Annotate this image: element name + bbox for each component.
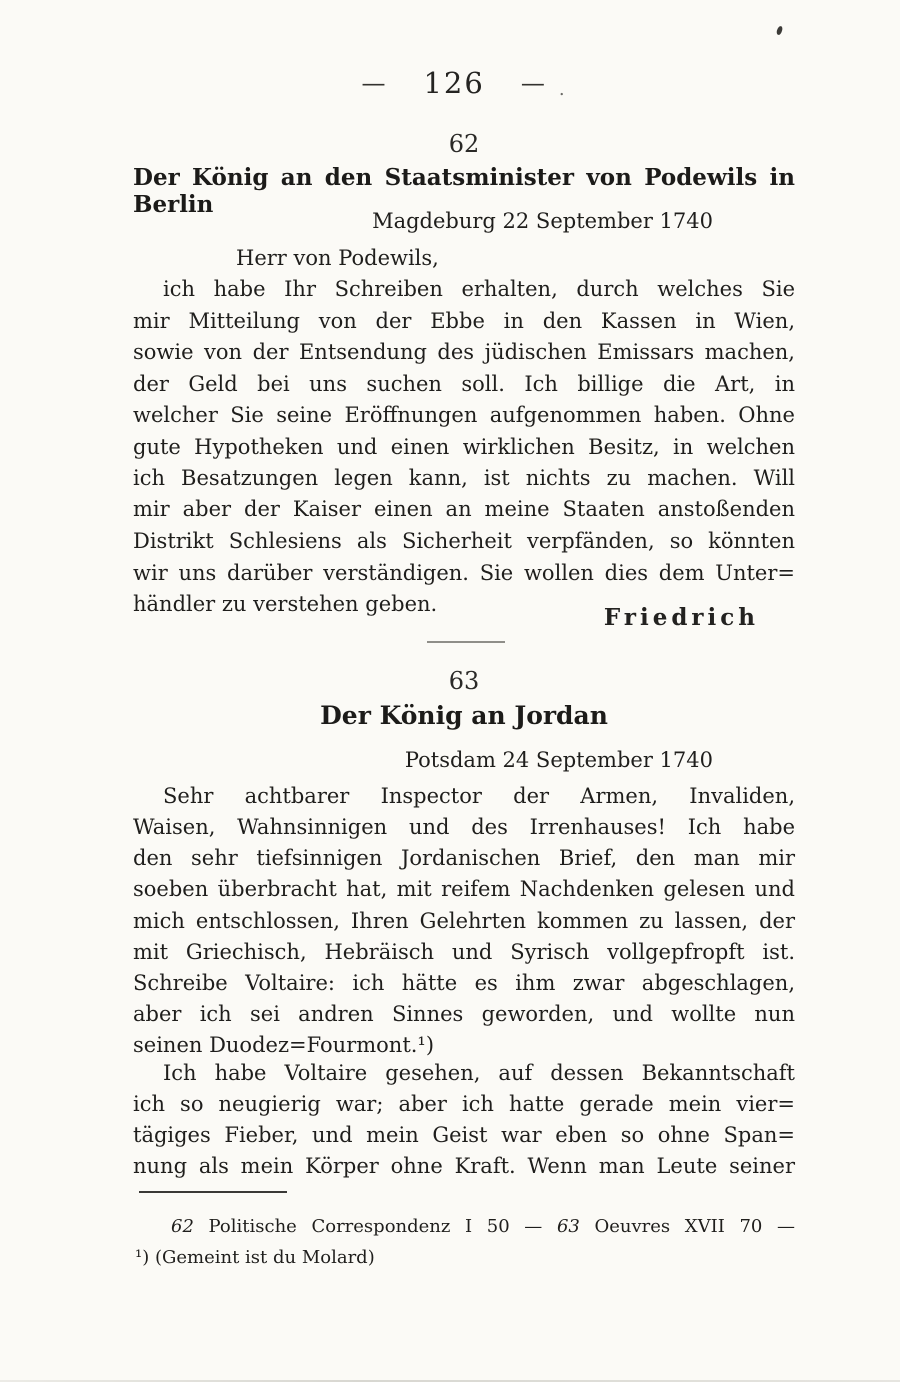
text-line: welcher Sie seine Eröffnungen aufgenommen haben. Ohne — [133, 403, 795, 427]
footnote-separator-rule — [139, 1191, 287, 1193]
text-line: mit Griechisch, Hebräisch und Syrisch vollgepfropft ist. — [133, 940, 795, 964]
letter-62-title: Der König an den Staatsminister von Podewils in Berlin — [133, 164, 795, 218]
header-trailing-dot: . — [558, 79, 567, 100]
footnote-ref-63: 63 — [556, 1216, 580, 1237]
text-line: Distrikt Schlesiens als Sicherheit verpfänden, so könnten — [133, 529, 795, 553]
header-dash-left: — — [361, 69, 388, 97]
letter-63-title: Der König an Jordan — [320, 701, 608, 730]
text-line: soeben überbracht hat, mit reifem Nachdenken gelesen und — [133, 877, 795, 901]
text-line: den sehr tiefsinnigen Jordanischen Brief, den man mir — [133, 846, 795, 870]
text-line: tägiges Fieber, und mein Geist war eben so ohne Span= — [133, 1123, 795, 1147]
page-number: 126 — [423, 66, 485, 100]
footnote-source-62: Politische Correspondenz I 50 — — [208, 1216, 543, 1237]
text-line: Waisen, Wahnsinnigen und des Irrenhauses! Ich habe — [133, 815, 795, 839]
section-number-63: 63 — [448, 667, 480, 695]
letter-62-signature: Friedrich — [603, 604, 759, 631]
footnote-annotation-line: ¹) (Gemeint ist du Molard) — [135, 1247, 375, 1268]
text-line: mich entschlossen, Ihren Gelehrten kommen zu lassen, der — [133, 909, 795, 933]
footnote-ref-62: 62 — [171, 1216, 194, 1237]
text-line: Ich habe Voltaire gesehen, auf dessen Bekanntschaft — [163, 1061, 795, 1085]
text-line: der Geld bei uns suchen soll. Ich billige die Art, in — [133, 372, 795, 396]
footnote-sources-line — [133, 1212, 795, 1241]
text-line: Sehr achtbarer Inspector der Armen, Invaliden, — [163, 784, 795, 808]
letter-62-salutation: Herr von Podewils, — [236, 246, 439, 270]
text-line: ich habe Ihr Schreiben erhalten, durch welches Sie — [163, 277, 795, 301]
text-line: wir uns darüber verständigen. Sie wollen dies dem Unter= — [133, 561, 795, 585]
footnote-source-63: Oeuvres XVII 70 — — [594, 1216, 795, 1237]
text-line: mir aber der Kaiser einen an meine Staaten anstoßenden — [133, 497, 795, 521]
text-line: sowie von der Entsendung des jüdischen Emissars machen, — [133, 340, 795, 364]
running-head — [133, 66, 795, 100]
text-line: nung als mein Körper ohne Kraft. Wenn man Leute seiner — [133, 1154, 795, 1178]
section-number-62: 62 — [448, 130, 480, 158]
header-dash-right: — — [520, 69, 547, 97]
text-line: gute Hypotheken und einen wirklichen Besitz, in welchen — [133, 435, 795, 459]
text-line: ich so neugierig war; aber ich hatte gerade mein vier= — [133, 1092, 795, 1116]
text-line: Schreibe Voltaire: ich hätte es ihm zwar abgeschlagen, — [133, 971, 795, 995]
section-divider-rule — [427, 641, 505, 643]
text-line: aber ich sei andren Sinnes geworden, und wollte nun — [133, 1002, 795, 1026]
letter-63-dateline: Potsdam 24 September 1740 — [404, 748, 713, 772]
text-block — [133, 0, 795, 1382]
text-line: händler zu verstehen geben. — [133, 592, 438, 616]
text-line: mir Mitteilung von der Ebbe in den Kassen in Wien, — [133, 309, 795, 333]
text-line: seinen Duodez=Fourmont.¹) — [133, 1033, 435, 1057]
letter-62-dateline: Magdeburg 22 September 1740 — [372, 209, 713, 233]
text-line: ich Besatzungen legen kann, ist nichts zu machen. Will — [133, 466, 795, 490]
